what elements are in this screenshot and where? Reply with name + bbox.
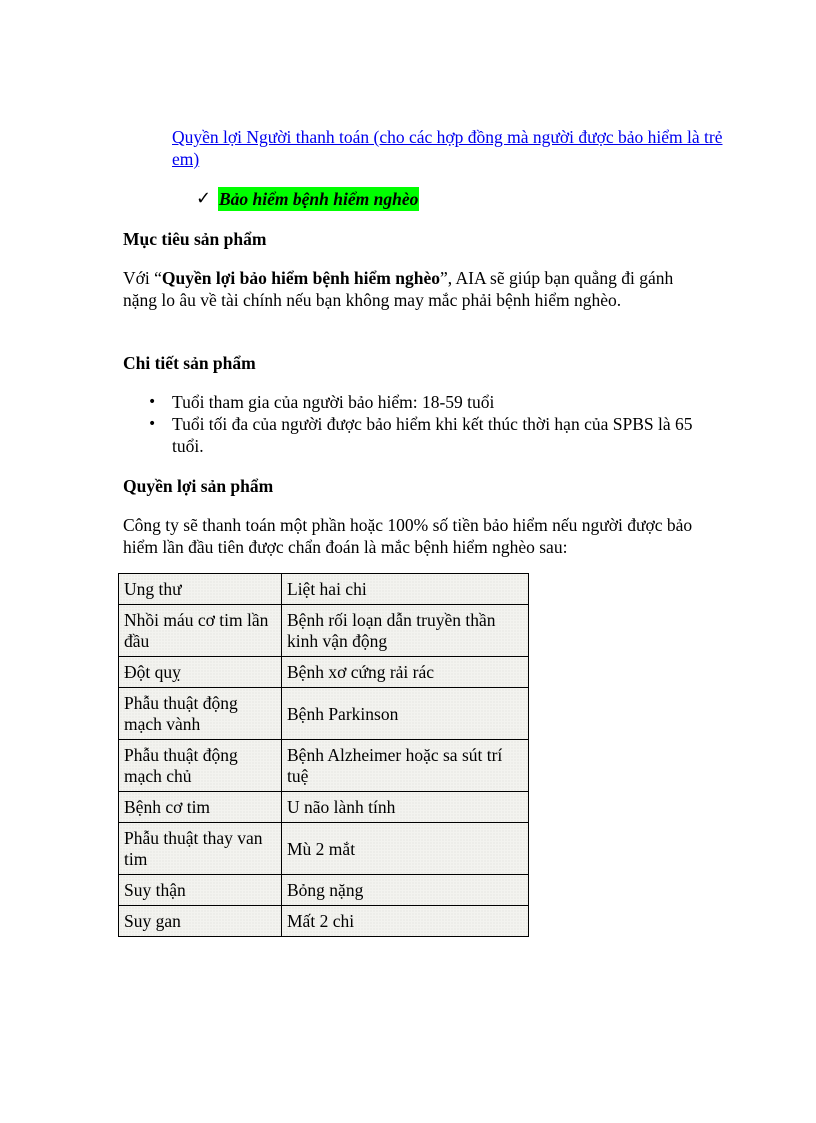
table-cell: Bệnh cơ tim xyxy=(119,792,282,823)
table-row xyxy=(119,688,529,740)
table-row xyxy=(119,792,529,823)
table-row xyxy=(119,574,529,605)
heading-product-benefits: Quyền lợi sản phẩm xyxy=(123,476,274,496)
table-row xyxy=(119,605,529,657)
table-cell: Ung thư xyxy=(119,574,282,605)
table-cell: Đột quỵ xyxy=(119,657,282,688)
highlighted-title: Bảo hiểm bệnh hiểm nghèo xyxy=(219,189,419,209)
table-cell: Mù 2 mắt xyxy=(282,823,529,875)
goal-bold: Quyền lợi bảo hiểm bệnh hiểm nghèo xyxy=(161,268,440,288)
table-cell: Bệnh Alzheimer hoặc sa sút trí tuệ xyxy=(282,740,529,792)
table-cell: Bệnh rối loạn dẫn truyền thần kinh vận động xyxy=(282,605,529,657)
table-cell: Suy gan xyxy=(119,906,282,937)
goal-intro: Với “ xyxy=(123,268,162,288)
table-cell: Nhồi máu cơ tim lần đầu xyxy=(119,605,282,657)
details-list xyxy=(123,391,703,457)
highlighted-item xyxy=(196,187,419,211)
table-cell: Suy thận xyxy=(119,875,282,906)
goal-rest: ”, AIA sẽ giúp bạn quẳng đi gánh nặng lo âu về tài chính nếu bạn không may mắc phải bệnh hiểm nghèo. xyxy=(123,268,674,310)
table-row xyxy=(119,657,529,688)
list-item: • Tuổi tham gia của người bảo hiểm: 18-59 tuổi xyxy=(148,392,495,412)
table-cell: U não lành tính xyxy=(282,792,529,823)
table-cell: Phẫu thuật thay van tim xyxy=(119,823,282,875)
disease-table xyxy=(118,573,529,937)
table-cell: Liệt hai chi xyxy=(282,574,529,605)
heading-product-details: Chi tiết sản phẩm xyxy=(123,353,256,373)
heading-product-goal: Mục tiêu sản phẩm xyxy=(123,229,267,249)
table-cell: Phẫu thuật động mạch chủ xyxy=(119,740,282,792)
benefits-paragraph: Công ty sẽ thanh toán một phần hoặc 100% số tiền bảo hiểm nếu người được bảo hiểm lần đầu tiên được chẩn đoán là mắc bệnh hiểm nghèo sau: xyxy=(123,515,693,557)
product-goal-paragraph xyxy=(123,267,703,311)
payer-benefit-link[interactable]: Quyền lợi Người thanh toán (cho các hợp đồng mà người được bảo hiểm là trẻ em) xyxy=(172,127,723,169)
table-row xyxy=(119,740,529,792)
table-cell: Bệnh xơ cứng rải rác xyxy=(282,657,529,688)
bullet-icon: • xyxy=(148,416,157,432)
table-row xyxy=(119,823,529,875)
list-item: • Tuổi tối đa của người được bảo hiểm khi kết thúc thời hạn của SPBS là 65 tuổi. xyxy=(148,414,693,456)
checkmark-icon: ✓ xyxy=(196,188,212,209)
table-cell: Mất 2 chi xyxy=(282,906,529,937)
bullet-icon: • xyxy=(148,394,157,410)
table-cell: Phẫu thuật động mạch vành xyxy=(119,688,282,740)
table-cell: Bệnh Parkinson xyxy=(282,688,529,740)
table-row xyxy=(119,875,529,906)
table-cell: Bỏng nặng xyxy=(282,875,529,906)
table-row xyxy=(119,906,529,937)
